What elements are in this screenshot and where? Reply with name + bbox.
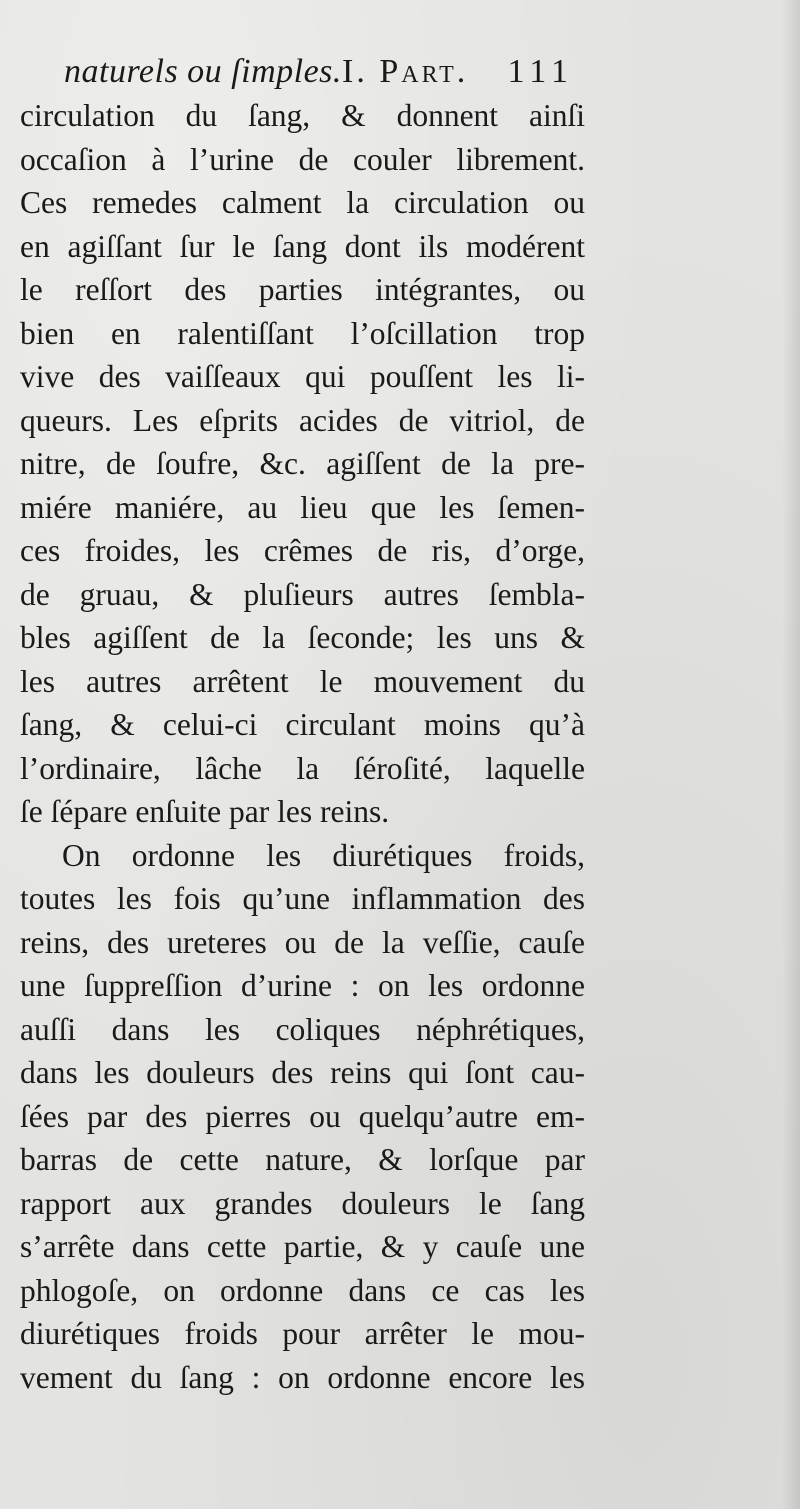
body-text (20, 94, 585, 1399)
text-line: une ſuppreſſion d’urine : on les ordonne (20, 968, 585, 1003)
page-number: 111 (507, 53, 574, 90)
text-line: les autres arrêtent le mouvement du (20, 663, 585, 699)
text-line: On ordonne les diurétiques froids, (62, 837, 585, 873)
page-edge-shadow (782, 0, 800, 1509)
text-line: bien en ralentiſſant l’oſcillation trop (20, 315, 585, 351)
text-line: occaſion à l’urine de couler librement. (20, 141, 585, 177)
text-line: ces froides, les crêmes de ris, d’orge, (20, 533, 585, 568)
text-line: ſang, & celui-ci circulant moins qu’à (20, 707, 585, 742)
text-line: auſſi dans les coliques néphrétiques, (20, 1011, 585, 1047)
text-line: reins, des ureteres ou de la veſſie, cauſe (20, 924, 585, 960)
text-line: l’ordinaire, lâche la ſéroſité, laquelle (20, 750, 585, 786)
text-line: vive des vaiſſeaux qui pouſſent les li- (20, 359, 585, 394)
text-line: diurétiques froids pour arrêter le mou- (20, 1316, 585, 1351)
page-header (64, 48, 584, 96)
text-line: barras de cette nature, & lorſque par (20, 1142, 585, 1177)
text-line: ſées par des pierres ou quelqu’autre em- (20, 1098, 585, 1134)
text-line: nitre, de ſoufre, &c. agiſſent de la pre- (20, 446, 585, 481)
text-line: miére maniére, au lieu que les ſemen- (20, 489, 585, 525)
paragraph (20, 834, 585, 1400)
text-line: circulation du ſang, & donnent ainſi (20, 98, 585, 133)
text-line: phlogoſe, on ordonne dans ce cas les (20, 1272, 585, 1308)
text-line: dans les douleurs des reins qui ſont cau- (20, 1055, 585, 1090)
paragraph (20, 94, 585, 834)
text-line: Ces remedes calment la circulation ou (20, 185, 585, 220)
text-line: toutes les fois qu’une inflammation des (20, 881, 585, 916)
text-line: de gruau, & pluſieurs autres ſembla- (20, 576, 585, 612)
text-line: le reſſort des parties intégrantes, ou (20, 272, 585, 307)
text-line: rapport aux grandes douleurs le ſang (20, 1185, 585, 1221)
text-line: en agiſſant ſur le ſang dont ils modérent (20, 228, 585, 264)
part-label: I. Part. (342, 53, 469, 90)
running-title: naturels ou ſimples. (64, 53, 342, 90)
text-line: queurs. Les eſprits acides de vitriol, de (20, 402, 585, 438)
text-line: s’arrête dans cette partie, & y cauſe une (20, 1229, 585, 1264)
text-line: bles agiſſent de la ſeconde; les uns & (20, 620, 585, 655)
text-line: vement du ſang : on ordonne encore les (20, 1359, 585, 1395)
text-line: ſe ſépare enſuite par les reins. (20, 794, 390, 829)
